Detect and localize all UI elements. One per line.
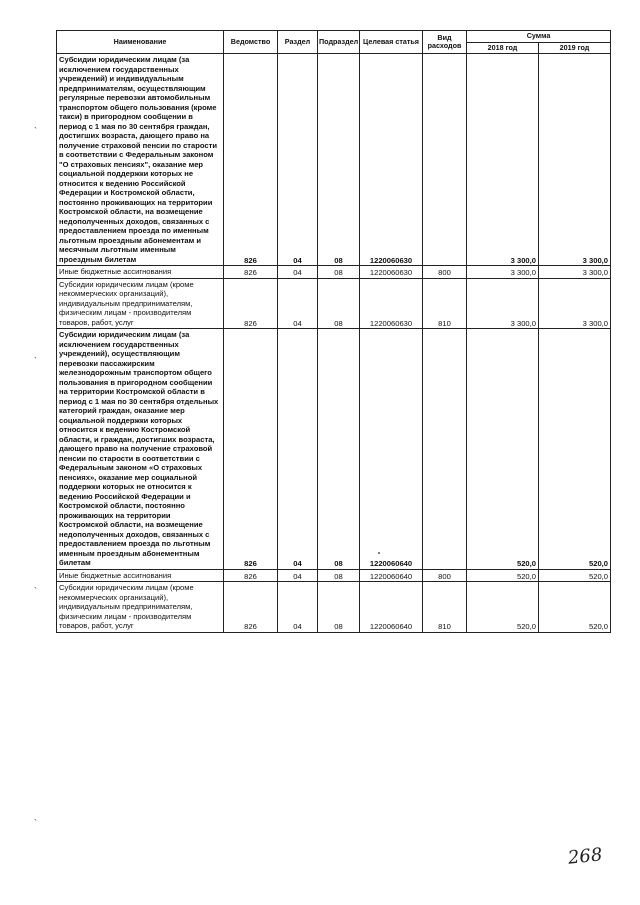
cell-razdel: 04 [278,329,318,570]
table-row [57,582,611,633]
table-row [57,266,611,279]
cell-sum-2018: 520,0 [467,582,539,633]
cell-vedomstvo: 826 [224,278,278,329]
cell-sum-2018: 520,0 [467,329,539,570]
cell-podrazdel: 08 [318,278,360,329]
cell-razdel: 04 [278,569,318,582]
cell-sum-2019: 3 300,0 [539,54,611,266]
margin-mark: ` [34,356,37,366]
cell-name: Субсидии юридическим лицам (за исключением государственных учреждений) и индивидуальным предпринимателям, осуществляющим регулярные перевозки автомобильным транспортом общего пользования (кроме такси) в пригородном сообщении в период с 1 мая по 30 сентября граждан, достигших возраста, дающего право на получение страховой пенсии по старости в соответствии с Федеральным законом "О страховых пенсиях", оказание мер социальной поддержки которых не относится к ведению Российской Федерации и Костромской области, постоянно проживающих на территории Костромской области, на возмещение недополученных доходов, связанных с предоставлением проезда по именным льготным проездным абонементам и месячным льготным именным проездным билетам [57,54,224,266]
margin-mark: ` [34,586,37,596]
cell-sum-2019: 520,0 [539,582,611,633]
cell-celevaya: 1220060630 [360,266,423,279]
cell-sum-2018: 3 300,0 [467,266,539,279]
cell-vid: 810 [423,582,467,633]
cell-vedomstvo: 826 [224,329,278,570]
margin-mark: ` [34,126,37,136]
cell-celevaya: 1220060640 [360,582,423,633]
cell-podrazdel: 08 [318,266,360,279]
cell-razdel: 04 [278,266,318,279]
cell-sum-2019: 520,0 [539,329,611,570]
table-row [57,278,611,329]
cell-celevaya: 1220060640 [360,569,423,582]
header-podrazdel: Подраздел [318,31,360,54]
table-row [57,569,611,582]
cell-vedomstvo: 826 [224,569,278,582]
header-celevaya: Целевая статья [360,31,423,54]
table-body [57,54,611,633]
header-name: Наименование [57,31,224,54]
margin-mark: ` [34,818,37,828]
cell-razdel: 04 [278,582,318,633]
cell-vid: 800 [423,569,467,582]
table-row [57,329,611,570]
cell-celevaya: 1220060630 [360,278,423,329]
header-vedomstvo: Ведомство [224,31,278,54]
cell-sum-2019: 520,0 [539,569,611,582]
cell-vedomstvo: 826 [224,582,278,633]
cell-sum-2018: 3 300,0 [467,54,539,266]
cell-name: Иные бюджетные ассигнования [57,569,224,582]
budget-table [56,30,611,633]
cell-celevaya: 1220060630 [360,54,423,266]
cell-razdel: 04 [278,278,318,329]
cell-vid: 800 [423,266,467,279]
cell-podrazdel: 08 [318,54,360,266]
cell-podrazdel: 08 [318,582,360,633]
cell-sum-2019: 3 300,0 [539,278,611,329]
header-year-2018: 2018 год [467,42,539,54]
table-row [57,54,611,266]
header-razdel: Раздел [278,31,318,54]
cell-sum-2018: 3 300,0 [467,278,539,329]
header-summa: Сумма [467,31,611,43]
cell-vid [423,329,467,570]
speck [378,552,380,554]
cell-razdel: 04 [278,54,318,266]
cell-vid [423,54,467,266]
cell-name: Субсидии юридическим лицам (кроме некоммерческих организаций), индивидуальным предпринимателям, физическим лицам - производителям товаров, работ, услуг [57,278,224,329]
cell-celevaya: 1220060640 [360,329,423,570]
cell-podrazdel: 08 [318,329,360,570]
cell-vedomstvo: 826 [224,266,278,279]
cell-vedomstvo: 826 [224,54,278,266]
cell-name: Субсидии юридическим лицам (за исключением государственных учреждений), осуществляющим перевозки пассажирским железнодорожным транспортом общего пользования в пригородном сообщении на территории Костромской области в период с 1 мая по 30 сентября отдельных категорий граждан, оказание мер социальной поддержки которых относится к ведению Костромской области, и граждан, достигших возраста, дающего право на получение страховой пенсии по старости в соответствии с Федеральным законом «О страховых пенсиях», оказание мер социальной поддержки которых не относится к ведению Российской Федерации и Костромской области, постоянно проживающих на территории Костромской области, на возмещение недополученных доходов, связанных с предоставлением проезда по льготным именным проездным абонементным билетам [57,329,224,570]
header-year-2019: 2019 год [539,42,611,54]
page-number: 268 [566,844,604,869]
cell-name: Иные бюджетные ассигнования [57,266,224,279]
header-vid: Вид расходов [423,31,467,54]
budget-table-sheet [56,30,610,633]
cell-podrazdel: 08 [318,569,360,582]
cell-vid: 810 [423,278,467,329]
cell-sum-2019: 3 300,0 [539,266,611,279]
cell-sum-2018: 520,0 [467,569,539,582]
cell-name: Субсидии юридическим лицам (кроме некоммерческих организаций), индивидуальным предпринимателям, физическим лицам - производителям товаров, работ, услуг [57,582,224,633]
